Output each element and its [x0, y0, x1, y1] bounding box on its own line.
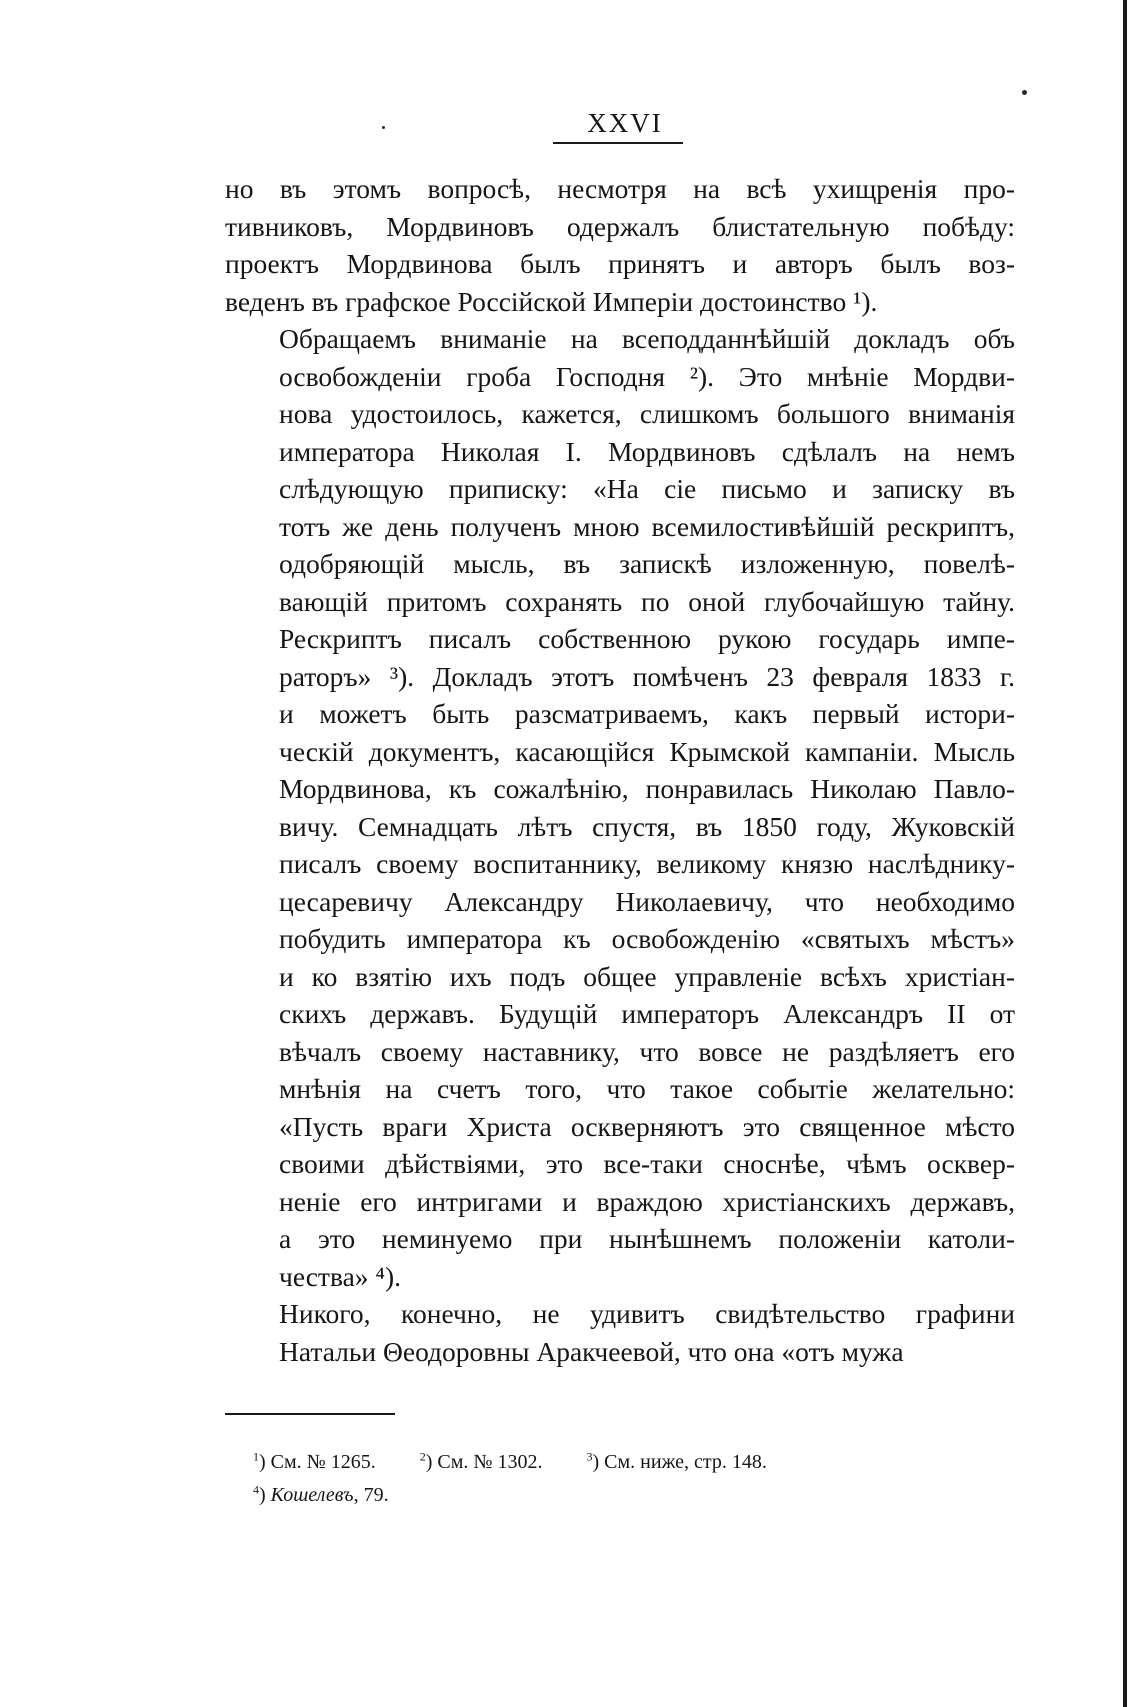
footnote-text: См. ниже, стр. 148. — [604, 1451, 767, 1473]
text-line: но въ этомъ вопросѣ, несмотря на всѣ ухищренія про- — [225, 173, 1015, 204]
scan-speck — [382, 126, 385, 129]
text-line: «Пусть враги Христа оскверняютъ это священное мѣсто — [279, 1110, 1015, 1142]
text-line: вѣчалъ своему наставнику, что вовсе не раздѣляетъ его — [279, 1035, 1015, 1067]
footnote-row — [253, 1479, 1013, 1512]
footnote-rule — [225, 1413, 395, 1415]
scan-speck — [1022, 90, 1027, 95]
footnote-row — [253, 1446, 1013, 1479]
footnote-mark: 4 — [253, 1482, 259, 1497]
text-line: тивниковъ, Мордвиновъ одержалъ блистательную побѣду: — [225, 210, 1015, 242]
paragraph — [225, 1295, 1015, 1370]
text-line: освобожденіи гроба Господня ²). Это мнѣніе Мордви- — [279, 360, 1015, 392]
text-line: а это неминуемо при нынѣшнемъ положеніи католи- — [279, 1223, 1015, 1254]
text-line: мнѣнія на счетъ того, что такое событіе желательно: — [279, 1073, 1015, 1104]
text-line: цесаревичу Александру Николаевичу, что необходимо — [279, 885, 1015, 917]
text-line: писалъ своему воспитаннику, великому князю наслѣднику- — [279, 848, 1015, 879]
text-line: вающій притомъ сохранять по оной глубочайшую тайну. — [279, 585, 1015, 617]
footnote-source: Кошелевъ — [270, 1484, 354, 1506]
paragraph — [225, 320, 1015, 1295]
text-line: скихъ державъ. Будущій императоръ Александръ II от — [279, 998, 1015, 1029]
footnote-text: , 79. — [353, 1484, 389, 1506]
page-number: XXVI — [587, 108, 663, 138]
text-line: нова удостоилось, кажется, слишкомъ большого вниманія — [279, 398, 1015, 429]
footnote-4: $^4$) Кошелевъ, 79. — [253, 1482, 389, 1506]
text-line: тотъ же день полученъ мною всемилостивѣйшій рескриптъ, — [279, 510, 1015, 542]
footnote-text: См. № 1302. — [437, 1451, 543, 1473]
text-line: Обращаемъ вниманіе на всеподданнѣйшій докладъ объ — [279, 323, 1015, 354]
text-line: императора Николая I. Мордвиновъ сдѣлалъ на немъ — [279, 435, 1015, 467]
page-number-rule — [553, 142, 683, 144]
text-line: одобряющій мысль, въ запискѣ изложенную, повелѣ- — [279, 548, 1015, 579]
text-line: вичу. Семнадцать лѣтъ спустя, въ 1850 году, Жуковскій — [279, 810, 1015, 842]
text-line: и можетъ быть разсматриваемъ, какъ первый истори- — [279, 698, 1015, 729]
text-line: Рескриптъ писалъ собственною рукою государь импе- — [279, 623, 1015, 654]
footnote-2: $^2$) См. № 1302. — [419, 1449, 543, 1473]
scan-edge-line — [1123, 0, 1127, 1707]
text-line: проектъ Мордвинова былъ принятъ и авторъ былъ воз- — [225, 248, 1015, 279]
text-line: Мордвинова, къ сожалѣнію, понравилась Николаю Павло- — [279, 773, 1015, 804]
footnote-mark: 1 — [253, 1449, 259, 1464]
footnote-mark: 3 — [586, 1449, 593, 1464]
text-line: слѣдующую приписку: «На сіе письмо и записку въ — [279, 473, 1015, 504]
text-line: и ко взятію ихъ подъ общее управленіе всѣхъ христіан- — [279, 960, 1015, 992]
text-line: веденъ въ графское Россійской Имперіи достоинство ¹). — [225, 285, 878, 317]
text-line: своими дѣйствіями, это все-таки сноснѣе, чѣмъ осквер- — [279, 1148, 1015, 1179]
footnotes — [253, 1446, 1013, 1512]
body-text — [225, 170, 1015, 1370]
text-line: побудить императора къ освобожденію «святыхъ мѣстъ» — [279, 923, 1015, 954]
text-line: раторъ» ³). Докладъ этотъ помѣченъ 23 февраля 1833 г. — [279, 660, 1015, 692]
text-line: Никого, конечно, не удивитъ свидѣтельство графини — [279, 1298, 1015, 1329]
paragraph — [225, 170, 1015, 320]
footnote-text: См. № 1265. — [270, 1451, 376, 1473]
text-line: неніе его интригами и враждою христіанскихъ державъ, — [279, 1185, 1015, 1217]
footnote-mark: 2 — [419, 1449, 426, 1464]
text-line: Натальи Θеодоровны Аракчеевой, что она «отъ мужа — [279, 1335, 904, 1367]
footnote-1: $^1$) См. № 1265. — [253, 1449, 376, 1473]
text-line: чества» ⁴). — [279, 1260, 402, 1292]
text-line: ческій документъ, касающійся Крымской кампаніи. Мысль — [279, 735, 1015, 767]
footnote-3: $^3$) См. ниже, стр. 148. — [586, 1449, 767, 1473]
